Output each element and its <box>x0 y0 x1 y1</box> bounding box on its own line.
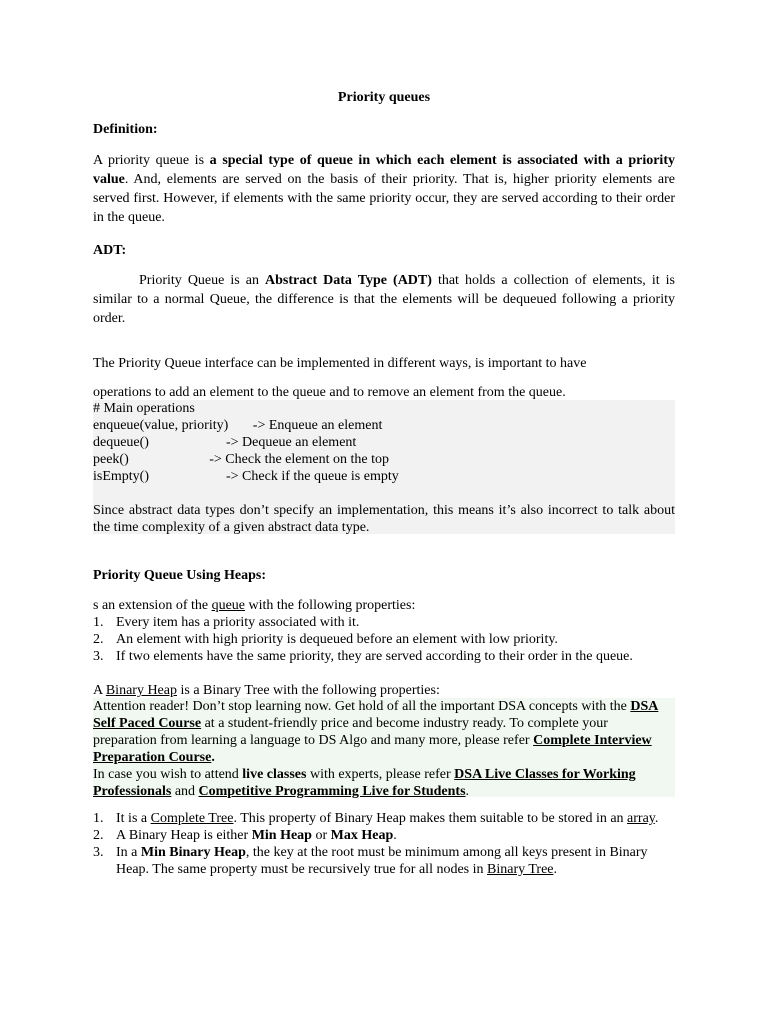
code-line: peek() -> Check the element on the top <box>93 452 389 467</box>
definition-paragraph: A priority queue is a special type of queue in which each element is associated with a priority value. And, elements are served on the basis of their priority. That is, higher priority elements are served first. However, if elements with the same priority occur, they are served according to their order in the queue. <box>93 153 675 225</box>
binary-heap-link[interactable]: Binary Heap <box>105 683 177 698</box>
dsa-self-paced-link[interactable]: DSA Self Paced Course <box>93 699 659 731</box>
heaps-heading: Priority Queue Using Heaps: <box>93 568 267 583</box>
queue-link[interactable]: queue <box>211 598 246 613</box>
adt-heading: ADT: <box>93 243 127 258</box>
list-item: 2. A Binary Heap is either Min Heap or Max Heap. <box>93 828 397 843</box>
code-header: # Main operations <box>93 401 195 416</box>
queue-properties-list <box>93 614 675 665</box>
code-line: enqueue(value, priority) -> Enqueue an element <box>93 418 383 433</box>
code-line: dequeue() -> Dequeue an element <box>93 435 357 450</box>
array-link[interactable]: array <box>627 811 655 826</box>
page-title: Priority queues <box>337 90 431 105</box>
list-item: 3. In a Min Binary Heap, the key at the root must be minimum among all keys present in Binary Heap. The same property must be recursively true for all nodes in Binary Tree. <box>93 845 648 877</box>
interview-prep-link[interactable]: Complete Interview Preparation Course <box>93 733 652 765</box>
binary-heap-intro: A Binary Heap is a Binary Tree with the following properties: <box>93 683 440 698</box>
list-item: 1. Every item has a priority associated with it. <box>93 615 360 630</box>
dsa-live-classes-link[interactable]: DSA Live Classes for Working Professionals <box>93 767 636 799</box>
list-item: 1. It is a Complete Tree. This property of Binary Heap makes them suitable to be stored in an array. <box>93 811 659 826</box>
code-block <box>93 400 675 534</box>
promo-box: Attention reader! Don’t stop learning now. Get hold of all the important DSA concepts with the DSA Self Paced Course at a student-friendly price and become industry ready. To complete your preparation from learning a language to DS Algo and many more, please refer Complete Interview Preparation Course. In case you wish to attend live classes with experts, please refer DSA Live Classes for Working Professionals and Competitive Programming Live for Students. <box>93 698 675 797</box>
binary-heap-properties-list <box>93 810 675 878</box>
interface-line-2: operations to add an element to the queue and to remove an element from the queue. <box>93 385 566 400</box>
list-item: 2. An element with high priority is dequeued before an element with low priority. <box>93 632 558 647</box>
code-line: isEmpty() -> Check if the queue is empty <box>93 469 399 484</box>
heaps-intro: s an extension of the queue with the following properties: <box>93 598 416 613</box>
code-note: Since abstract data types don’t specify an implementation, this means it’s also incorrect to talk about the time complexity of a given abstract data type. <box>93 503 675 535</box>
competitive-programming-link[interactable]: Competitive Programming Live for Students <box>198 784 466 799</box>
definition-heading: Definition: <box>93 122 158 137</box>
adt-paragraph: Priority Queue is an Abstract Data Type (ADT) that holds a collection of elements, it is similar to a normal Queue, the difference is that the elements will be dequeued following a priority order. <box>93 273 675 326</box>
interface-line-1: The Priority Queue interface can be implemented in different ways, is important to have <box>93 356 587 371</box>
binary-tree-link[interactable]: Binary Tree <box>487 862 554 877</box>
list-item: 3. If two elements have the same priority, they are served according to their order in the queue. <box>93 649 633 664</box>
complete-tree-link[interactable]: Complete Tree <box>150 811 234 826</box>
